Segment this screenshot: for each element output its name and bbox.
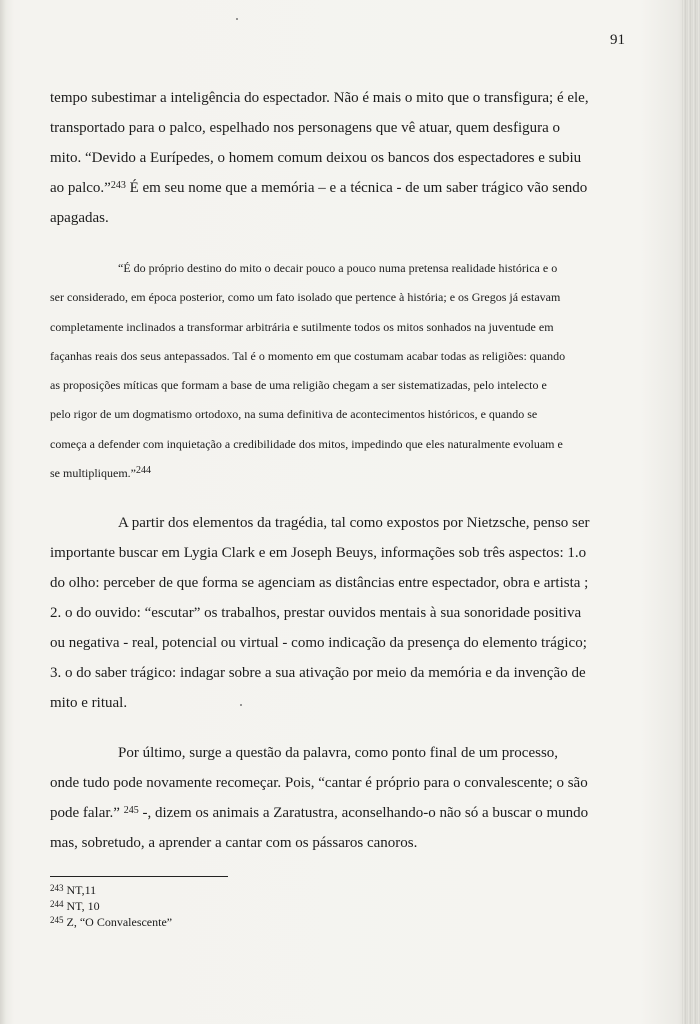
paragraph-3-text-b: -, dizem os animais a Zaratustra, aconselhando-o não só a buscar o mundo mas, sobretudo, a aprender a cantar com os pássaros canoros. bbox=[50, 805, 589, 851]
footnote-text: NT, 10 bbox=[66, 899, 100, 913]
footnote-number: 244 bbox=[50, 899, 64, 909]
footnote-ref-244: 244 bbox=[136, 465, 151, 477]
footnote-ref-245: 245 bbox=[123, 805, 139, 816]
footnote bbox=[50, 882, 172, 898]
paragraph-2 bbox=[50, 508, 590, 718]
paragraph-1-text-b: É em seu nome que a memória – e a técnica - de um saber trágico vão sendo apagadas. bbox=[50, 180, 588, 226]
paragraph-3 bbox=[50, 738, 590, 858]
footnote bbox=[50, 898, 172, 914]
page-stack-edge bbox=[682, 0, 700, 1024]
footnote bbox=[50, 914, 172, 930]
footnote-number: 245 bbox=[50, 915, 64, 925]
footnote-number: 243 bbox=[50, 883, 64, 893]
footnote-text: Z, “O Convalescente” bbox=[66, 915, 173, 929]
footnote-text: NT,11 bbox=[66, 883, 97, 897]
paragraph-1 bbox=[50, 83, 590, 233]
footnotes bbox=[50, 882, 172, 930]
scan-speck bbox=[236, 18, 238, 20]
footnote-ref-243: 243 bbox=[110, 180, 126, 191]
paragraph-1-text-a: tempo subestimar a inteligência do espectador. Não é mais o mito que o transfigura; é ele, transportado para o palco, espelhado nos personagens que vê atuar, quem desfigura o mito. “Devido a Eurípedes, o homem comum deixou os bancos dos espectadores e subiu ao palco.” bbox=[50, 90, 589, 196]
page-number: 91 bbox=[610, 32, 625, 48]
block-quote-text: “É do próprio destino do mito o decair pouco a pouco numa pretensa realidade histórica e o ser considerado, em época posterior, como um fato isolado que pertence à história; e os Gregos já estavam completamente inclinados a transformar arbitrária e sutilmente todos os mitos sonhados na juventude em façanhas reais dos seus antepassados. Tal é o momento em que costumam acabar todas as religiões: quando as proposições míticas que formam a base de uma religião chegam a ser sistematizadas, pelo intelecto e pelo rigor de um dogmatismo ortodoxo, na suma definitiva de acontecimentos históricos, e quando se começa a defender com inquietação a credibilidade dos mitos, impedindo que eles naturalmente evoluam e se multipliquem.” bbox=[50, 261, 566, 481]
block-quote bbox=[50, 254, 570, 488]
footnote-separator bbox=[50, 876, 228, 877]
paragraph-2-text: A partir dos elementos da tragédia, tal como expostos por Nietzsche, penso ser importante buscar em Lygia Clark e em Joseph Beuys, informações sob três aspectos: 1.o do olho: perceber de que forma se agenciam as distâncias entre espectador, obra e artista ; 2. o do ouvido: “escutar” os trabalhos, prestar ouvidos mentais à sua sonoridade positiva ou negativa - real, potencial ou virtual - como indicação da presença do elemento trágico; 3. o do saber trágico: indagar sobre a sua ativação por meio da memória e da invenção de mito e ritual. bbox=[50, 515, 590, 711]
paragraph-3-text-a: Por último, surge a questão da palavra, como ponto final de um processo, onde tudo pode novamente recomeçar. Pois, “cantar é próprio para o convalescente; o são pode falar.” bbox=[50, 745, 588, 821]
